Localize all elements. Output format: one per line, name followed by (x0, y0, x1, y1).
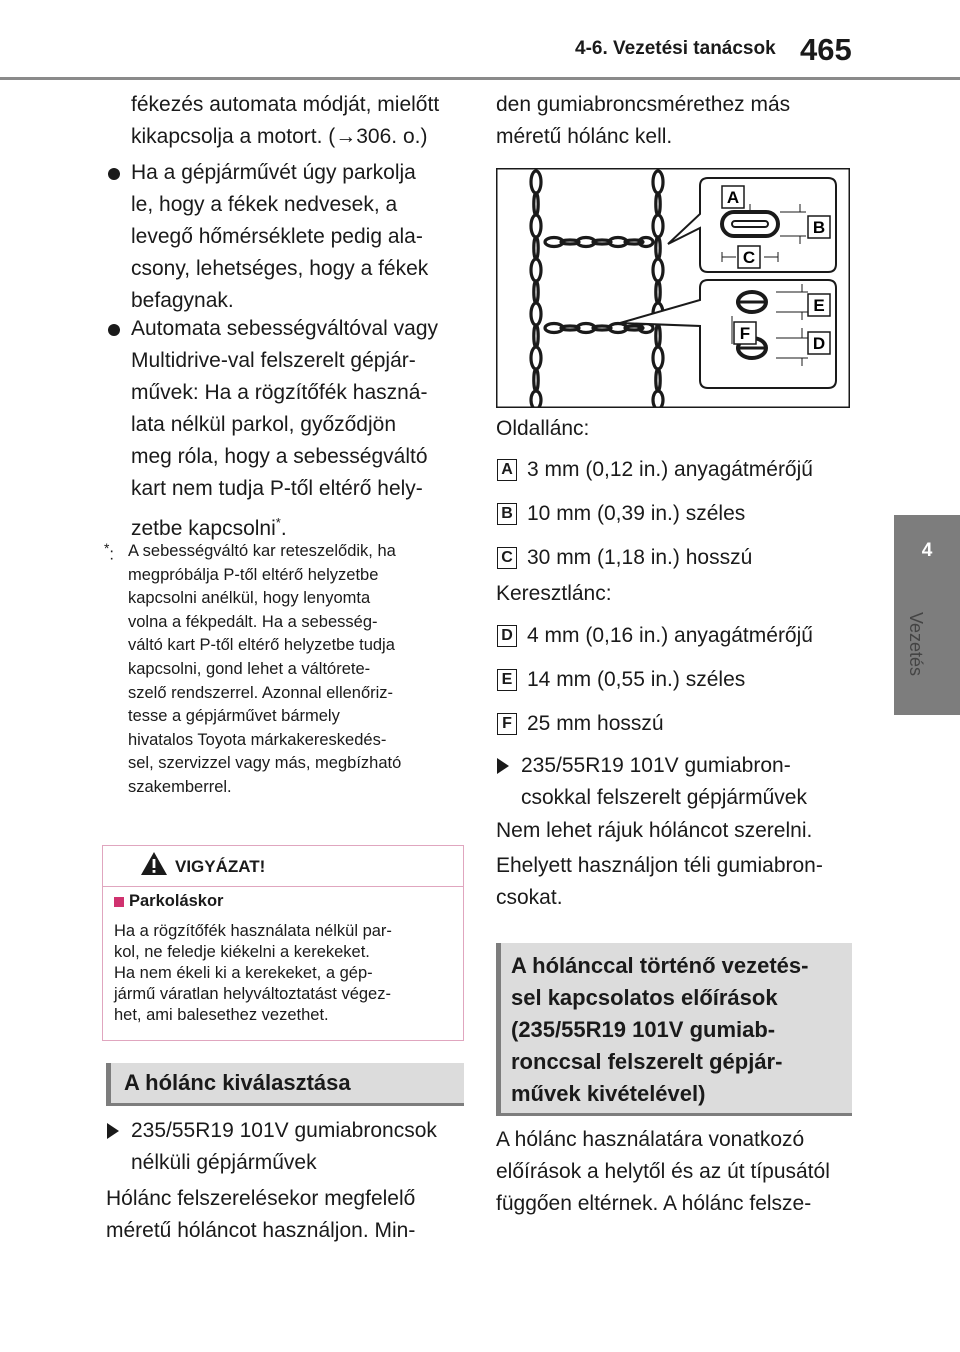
side-chain-label: Oldallánc: (496, 417, 590, 440)
chapter-tab-number: 4 (921, 540, 933, 561)
spec-letter-b: B (497, 503, 517, 525)
paragraph-continued: den gumiabroncsmérethez más méretű hólánc kell. (496, 93, 791, 148)
spec-text-d: 4 mm (0,16 in.) anyagátmérőjű (527, 624, 813, 647)
diagram-label-d: D (812, 334, 826, 353)
warning-triangle-icon (140, 851, 168, 876)
running-header-section: 4-6. Vezetési tanácsok (575, 38, 776, 59)
page-number: 465 (800, 32, 852, 67)
chapter-tab-label: Vezetés (906, 612, 926, 677)
spec-text-b: 10 mm (0,39 in.) széles (527, 502, 746, 525)
footnote-mark: *: (104, 541, 114, 564)
caution-subtitle: Parkoláskor (129, 892, 224, 910)
square-bullet-icon (114, 897, 124, 907)
bullet-icon (108, 168, 120, 180)
spec-letter-f: F (497, 713, 517, 735)
spec-letter-a: A (497, 459, 517, 481)
section-heading-right: A hólánccal történő vezetés- sel kapcsolatos előírások (235/55R19 101V gumiab- ronccsal felszerelt gépjár- művek kivételével) (511, 953, 809, 1106)
caution-title: VIGYÁZAT! (175, 857, 266, 876)
spec-text-a: 3 mm (0,12 in.) anyagátmérőjű (527, 458, 813, 481)
caution-text: Ha a rögzítőfék használata nélkül par- kol, ne feledje kiékelni a kerekeket. Ha nem ékeli ki a kerekeket, a gép- jármű váratlan helyváltoztatást végez- het, ami balesethez vezethet. (114, 922, 392, 1024)
section-heading-rule-right (496, 1113, 852, 1116)
spec-text-f: 25 mm hosszú (527, 712, 664, 735)
spec-text-c: 30 mm (1,18 in.) hosszú (527, 546, 753, 569)
bullet-transmission: Automata sebességváltóval vagy Multidrive-val felszerelt gépjár- művek: Ha a rögzítőfék haszná- lata nélkül parkol, győződjön meg róla, hogy a sebességváltó kart nem tudja P-től eltérő hely- zetbe kapcsolni*. (131, 317, 439, 540)
diagram-label-f: F (739, 324, 751, 343)
tri-item-with-tires: 235/55R19 101V gumiabron- csokkal felszerelt gépjárművek (521, 754, 807, 809)
spec-letter-d: D (497, 625, 517, 647)
bullet-brakes-freeze: Ha a gépjárművét úgy parkolja le, hogy a fékek nedvesek, a levegő hőmérséklete pedig ala- csony, lehetséges, hogy a fékek befagynak. (131, 161, 429, 312)
diagram-label-a: A (726, 188, 740, 207)
footnote: A sebességváltó kar reteszelődik, ha megpróbálja P-től eltérő helyzetbe kapcsolni anélkül, hogy lenyomta volna a fékpedált. Ha a sebesség- váltó kart P-től eltérő helyzetbe tudja kapcsolni, gond lehet a váltórete- szelő rendszerrel. Azonnal ellenőriz- tesse a gépjárművet bármely hivatalos Toyota márkakereskedés- sel, szervizzel vagy más, megbízható szakemberrel. (128, 542, 402, 796)
continued-text: fékezés automata módját, mielőtt kikapcsolja a motort. (→306. o.) (131, 93, 440, 148)
header-rule (0, 77, 960, 80)
spec-letter-c: C (497, 547, 517, 569)
spec-letter-e: E (497, 669, 517, 691)
cross-chain-label: Keresztlánc: (496, 582, 612, 605)
triangle-bullet-icon (497, 758, 509, 774)
spec-text-e: 14 mm (0,55 in.) széles (527, 668, 746, 691)
tri-item-without-tires: 235/55R19 101V gumiabroncsok nélküli gépjárművek (131, 1119, 437, 1174)
triangle-bullet-icon (107, 1123, 119, 1139)
section-heading: A hólánc kiválasztása (124, 1070, 351, 1095)
diagram-label-e: E (813, 296, 825, 315)
diagram-label-c: C (742, 248, 756, 267)
paragraph-winter-tires: Ehelyett használjon téli gumiabron- csokat. (496, 854, 823, 909)
bullet-icon (108, 324, 120, 336)
paragraph-chain-size: Hólánc felszerelésekor megfelelő méretű hóláncot használjon. Min- (106, 1187, 416, 1242)
paragraph-no-chains: Nem lehet rájuk hóláncot szerelni. (496, 819, 813, 842)
arrow-right-icon: → (335, 125, 357, 148)
paragraph-regulations: A hólánc használatára vonatkozó előírások a helytől és az út típusától függően eltérnek. A hólánc felsze- (496, 1128, 830, 1215)
snow-chain-diagram (496, 168, 850, 408)
diagram-label-b: B (812, 218, 826, 237)
section-heading-rule (106, 1103, 464, 1106)
